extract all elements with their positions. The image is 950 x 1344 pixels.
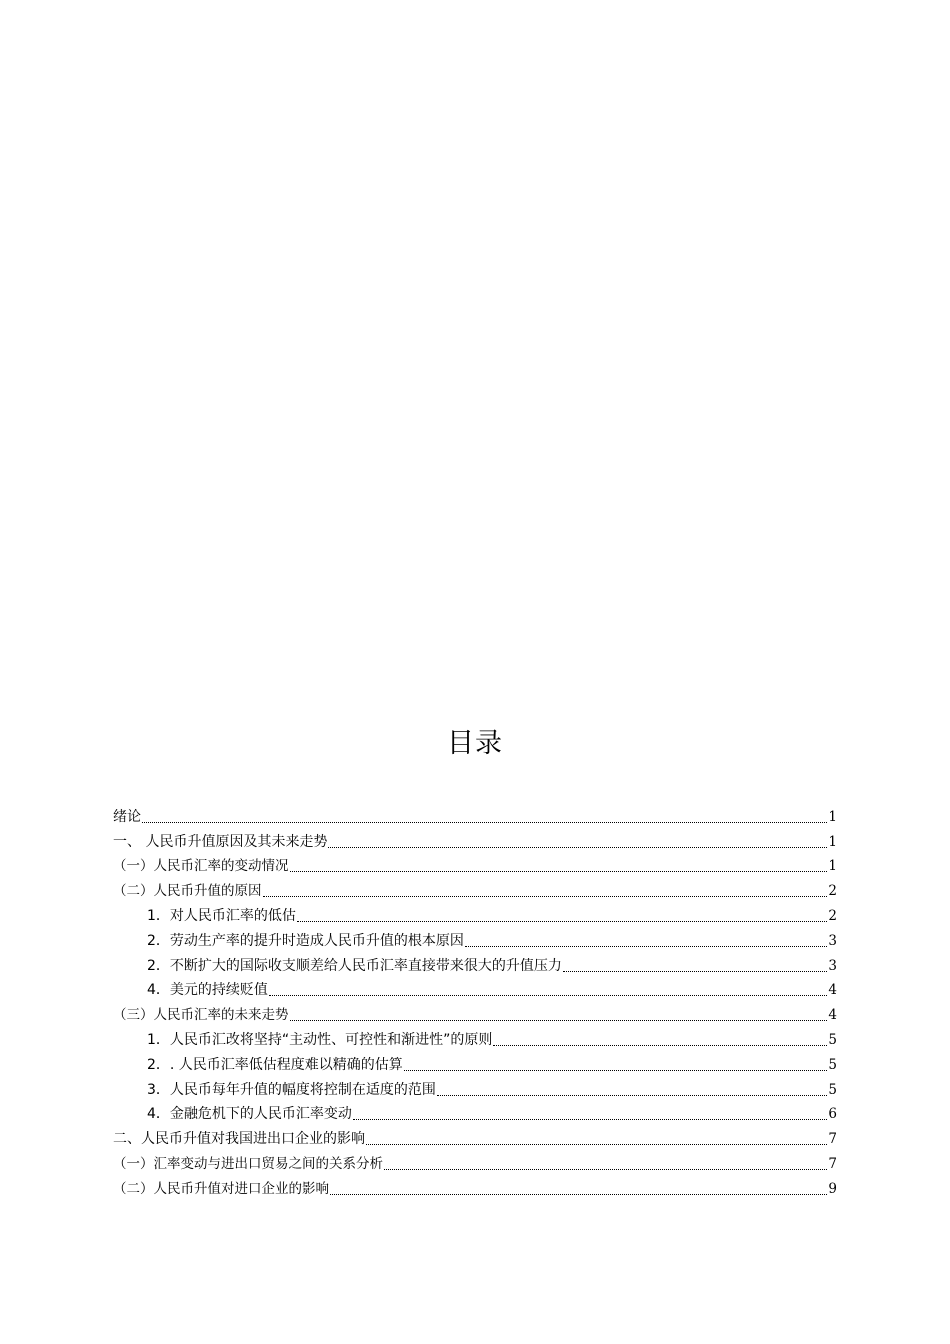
- toc-entry[interactable]: [113, 1123, 837, 1148]
- toc-page-number: 1: [828, 833, 837, 850]
- toc-dot-leader: [328, 847, 827, 848]
- toc-page-number: 2: [828, 907, 837, 924]
- toc-entry[interactable]: [113, 900, 837, 925]
- toc-page-number: 4: [828, 982, 837, 999]
- toc-entry-text: （二）人民币升值对进口企业的影响: [113, 1180, 329, 1197]
- toc-title: 目录: [447, 728, 503, 759]
- toc-entry-text: 3．人民币每年升值的幅度将控制在适度的范围: [147, 1081, 436, 1098]
- toc-entry[interactable]: [113, 925, 837, 950]
- toc-dot-leader: [366, 1144, 827, 1145]
- toc-page-number: 3: [828, 932, 837, 949]
- toc-entry-text: 4．金融危机下的人民币汇率变动: [147, 1106, 352, 1123]
- toc-entry-text: （三）人民币汇率的未来走势: [113, 1007, 289, 1024]
- toc-dot-leader: [297, 921, 827, 922]
- toc-entry[interactable]: [113, 950, 837, 975]
- toc-page-number: 9: [828, 1180, 837, 1197]
- toc-dot-leader: [437, 1095, 828, 1096]
- toc-dot-leader: [493, 1045, 827, 1046]
- toc-entry[interactable]: [113, 975, 837, 1000]
- toc-dot-leader: [563, 971, 828, 972]
- toc-entry-text: （一）人民币汇率的变动情况: [113, 858, 289, 875]
- toc-entry-text: 二、人民币升值对我国进出口企业的影响: [113, 1131, 365, 1148]
- toc-dot-leader: [330, 1194, 827, 1195]
- toc-entry-text: 一、 人民币升值原因及其未来走势: [113, 833, 328, 850]
- toc-dot-leader: [290, 1020, 828, 1021]
- toc-entry[interactable]: [113, 1049, 837, 1074]
- toc-page-number: 7: [828, 1131, 837, 1148]
- toc-entry[interactable]: [113, 1173, 837, 1198]
- toc-dot-leader: [142, 822, 827, 823]
- toc-entry-text: 4．美元的持续贬值: [147, 982, 268, 999]
- toc-page-number: 5: [828, 1056, 837, 1073]
- toc-dot-leader: [384, 1169, 827, 1170]
- toc-dot-leader: [269, 995, 827, 996]
- toc-page-number: 2: [828, 883, 837, 900]
- toc-entry[interactable]: [113, 1074, 837, 1099]
- toc-entry[interactable]: [113, 851, 837, 876]
- toc-entry[interactable]: [113, 826, 837, 851]
- toc-entry[interactable]: [113, 801, 837, 826]
- toc-dot-leader: [290, 871, 828, 872]
- toc-page-number: 7: [828, 1155, 837, 1172]
- toc-entry[interactable]: [113, 1099, 837, 1124]
- toc-entry-text: 2．劳动生产率的提升时造成人民币升值的根本原因: [147, 932, 464, 949]
- toc-entry[interactable]: [113, 999, 837, 1024]
- toc-entry[interactable]: [113, 1148, 837, 1173]
- toc-entry-text: 1．人民币汇改将坚持“主动性、可控性和渐进性”的原则: [147, 1031, 493, 1048]
- toc-dot-leader: [263, 896, 828, 897]
- toc-entry[interactable]: [113, 875, 837, 900]
- toc-dot-leader: [465, 946, 828, 947]
- toc-page-number: 4: [828, 1007, 837, 1024]
- table-of-contents: [113, 801, 837, 1198]
- toc-entry-text: 2．不断扩大的国际收支顺差给人民币汇率直接带来很大的升值压力: [147, 957, 562, 974]
- toc-dot-leader: [404, 1070, 828, 1071]
- toc-page-number: 3: [828, 957, 837, 974]
- toc-entry-text: （二）人民币升值的原因: [113, 883, 262, 900]
- toc-page-number: 1: [828, 808, 837, 825]
- toc-entry-text: 2．. 人民币汇率低估程度难以精确的估算: [147, 1056, 403, 1073]
- toc-entry[interactable]: [113, 1024, 837, 1049]
- toc-page-number: 5: [828, 1081, 837, 1098]
- toc-entry-text: （一）汇率变动与进出口贸易之间的关系分析: [113, 1155, 383, 1172]
- toc-entry-text: 绪论: [113, 808, 141, 825]
- toc-entry-text: 1．对人民币汇率的低估: [147, 907, 296, 924]
- toc-page-number: 1: [828, 858, 837, 875]
- toc-dot-leader: [353, 1119, 827, 1120]
- toc-page-number: 6: [828, 1106, 837, 1123]
- toc-page-number: 5: [828, 1031, 837, 1048]
